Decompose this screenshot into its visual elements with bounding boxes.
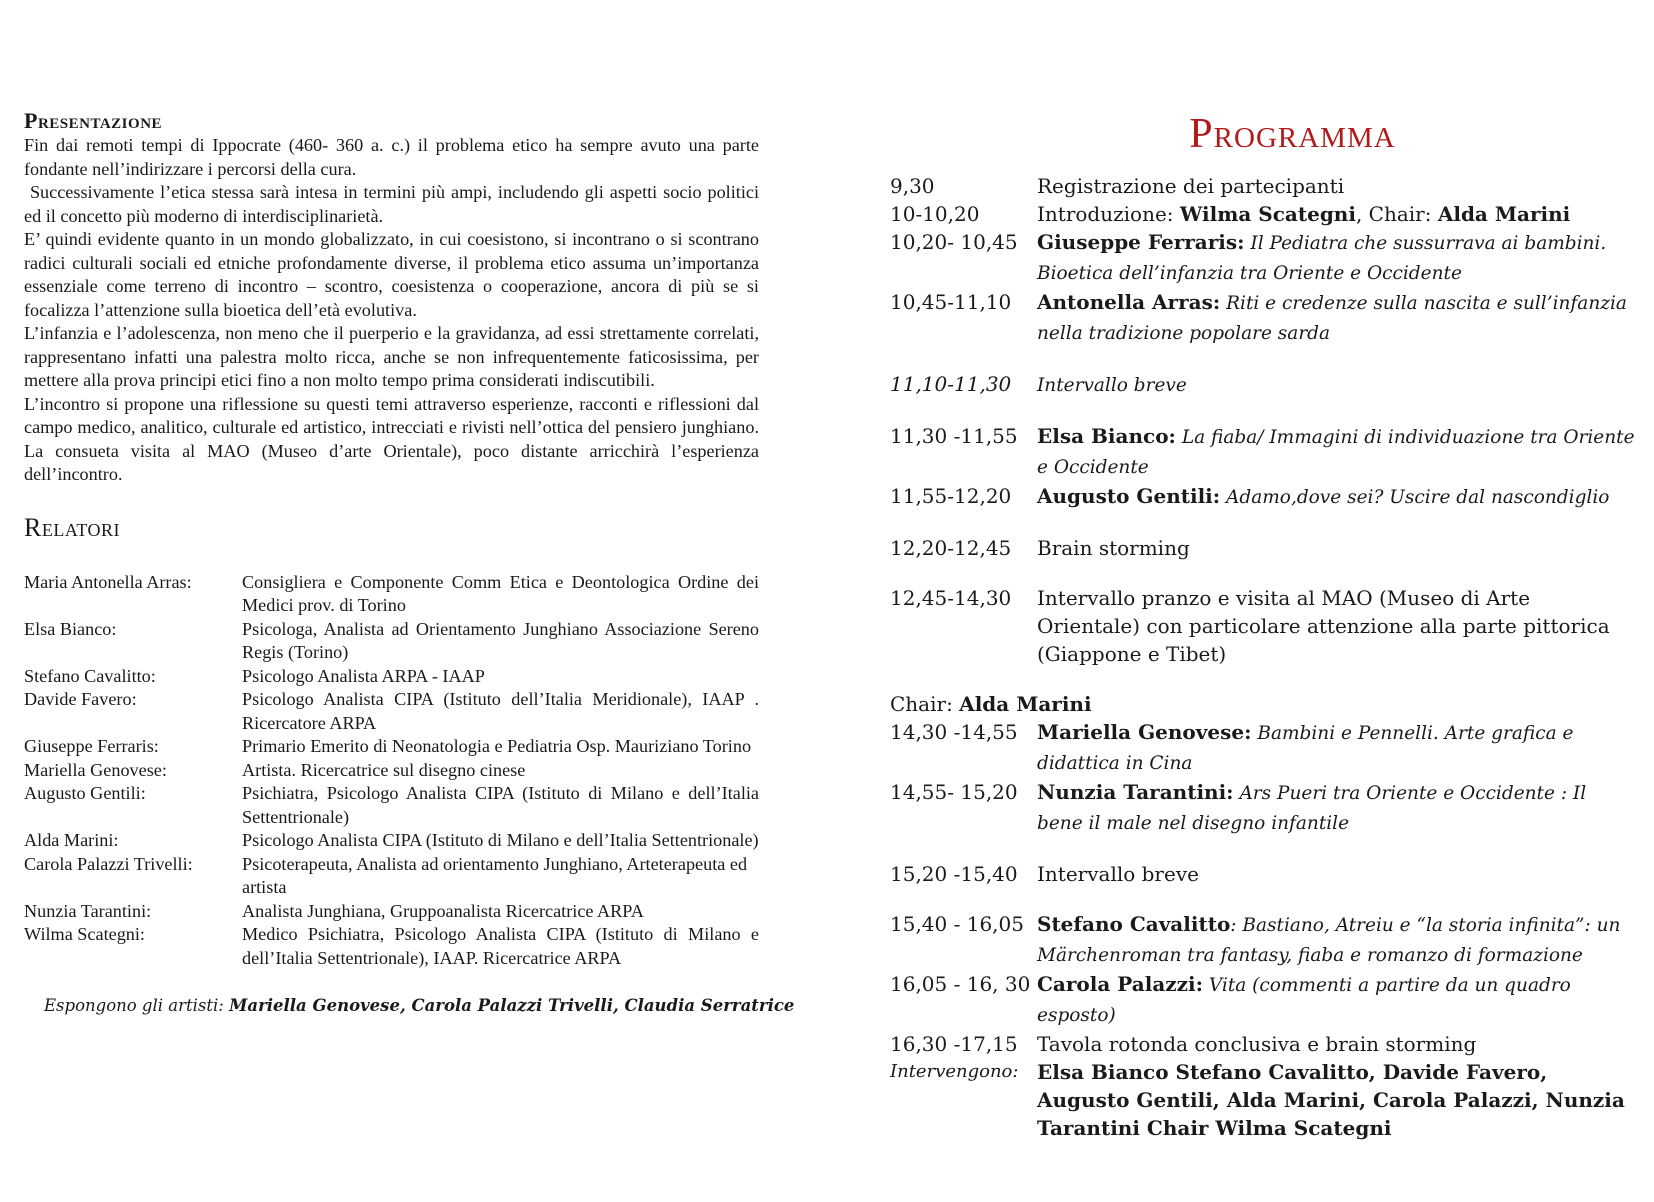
relatore-row — [24, 900, 759, 924]
program-desc: Tavola rotonda conclusiva e brain storming — [1037, 1032, 1477, 1056]
program-time: 12,20-12,45 — [890, 536, 1012, 560]
talk-title: Il Pediatra che sussurrava ai bambini. Bioetica dell’infanzia tra Oriente e Occidente — [1037, 233, 1607, 284]
relatore-role: Psicoterapeuta, Analista ad orientamento Junghiano, Arteterapeuta ed artista — [242, 853, 748, 897]
program-desc — [1037, 422, 1635, 482]
speaker-name: Elsa Bianco: — [1037, 424, 1176, 448]
presentazione-paragraph: L’incontro si propone una riflessione su questi temi attraverso esperienze, racconti e riflessioni dal campo medico, analitico, culturale ed artistico, intrecciati e rivisti nell’ottica del pensiero junghiano. La consueta visita al MAO (Museo d’arte Orientale), poco distante arricchirà l’esperienza dell’incontro. — [24, 393, 759, 484]
program-time: 10,45-11,10 — [890, 290, 1012, 314]
program-desc — [1037, 910, 1635, 970]
relatore-name: Elsa Bianco: — [24, 618, 117, 639]
artisti-line — [24, 995, 795, 1017]
program-time: 14,30 -14,55 — [890, 720, 1018, 744]
relatore-row — [24, 923, 759, 970]
program-desc — [1037, 228, 1635, 288]
program-row — [890, 778, 1635, 838]
spacer — [890, 838, 1635, 860]
talk-title: La fiaba/ Immagini di individuazione tra Oriente e Occidente — [1037, 427, 1635, 478]
program-row — [890, 1030, 1635, 1058]
program-time: 11,55-12,20 — [890, 484, 1012, 508]
speaker-name: Mariella Genovese: — [1037, 720, 1252, 744]
speaker-name: Nunzia Tarantini: — [1037, 780, 1234, 804]
relatore-role: Psicologo Analista ARPA - IAAP — [242, 665, 485, 686]
left-column — [24, 108, 795, 1017]
chair-label: Chair: — [890, 692, 960, 716]
relatori-table — [24, 571, 759, 971]
speaker-name: Wilma Scategni — [1179, 202, 1356, 226]
relatore-role: Psichiatra, Psicologo Analista CIPA (Istituto di Milano e dell’Italia Settentrionale) — [242, 783, 759, 827]
spacer — [890, 562, 1635, 584]
program-row — [890, 228, 1635, 288]
artisti-label: Espongono gli artisti: — [44, 996, 230, 1015]
relatore-name: Alda Marini: — [24, 830, 119, 850]
program-desc: Intervallo breve — [1037, 862, 1199, 886]
program-desc — [1037, 370, 1635, 400]
talk-title: Adamo,dove sei? Uscire dal nascondiglio — [1220, 487, 1610, 508]
artisti-names: Mariella Genovese, Carola Palazzi Trivelli, Claudia Serratrice — [229, 996, 795, 1015]
presentazione-paragraph: Successivamente l’etica stessa sarà intesa in termini più ampi, includendo gli aspetti socio politici ed il concetto più moderno di interdisciplinarietà. — [24, 182, 764, 226]
relatore-row — [24, 782, 759, 829]
talk-title: Bambini e Pennelli. Arte grafica e didattica in Cina — [1037, 723, 1574, 774]
relatore-name: Wilma Scategni: — [24, 924, 145, 944]
relatore-name: Mariella Genovese: — [24, 759, 167, 780]
speaker-name: Augusto Gentili: — [1037, 484, 1221, 508]
speaker-name: Antonella Arras: — [1037, 290, 1221, 314]
presentazione-text — [24, 134, 764, 487]
program-row — [890, 718, 1635, 778]
speaker-name: Stefano Cavalitto — [1037, 912, 1231, 936]
program-row — [890, 910, 1635, 970]
program-desc — [1037, 482, 1635, 512]
chair-name: Alda Marini — [1437, 202, 1571, 226]
programma-table — [890, 172, 1635, 1142]
relatore-name: Nunzia Tarantini: — [24, 900, 152, 921]
program-desc: Registrazione dei partecipanti — [1037, 174, 1345, 198]
program-time: 10-10,20 — [890, 202, 980, 226]
program-row — [890, 422, 1635, 482]
program-row — [890, 970, 1635, 1030]
program-time: 14,55- 15,20 — [890, 780, 1018, 804]
relatore-row — [24, 571, 759, 618]
presentazione-paragraph: L’infanzia e l’adolescenza, non meno che il puerperio e la gravidanza, ad essi strettamente correlati, rappresentano infatti una palestra molto ricca, anche se non infrequentemente faticosissima, per mettere alla prova principi etici fino a non molto tempo prima considerati indiscutibili. — [24, 323, 759, 390]
spacer — [890, 888, 1635, 910]
spacer — [890, 348, 1635, 370]
chair-line — [890, 690, 1635, 718]
program-time: 16,30 -17,15 — [890, 1032, 1018, 1056]
relatore-name: Augusto Gentili: — [24, 783, 146, 803]
programma-title: Programma — [1189, 111, 1396, 157]
presentazione-paragraph: E’ quindi evidente quanto in un mondo globalizzato, in cui coesistono, si incontrano o si scontrano radici culturali sociali ed etniche profondamente diverse, il problema etico assuma un’importanza essenziale come terreno di incontro – scontro, coesistenza o cooperazione, ancora di più se si focalizza l’attenzione sulla bioetica dell’età evolutiva. — [24, 229, 759, 320]
relatore-role: Psicologo Analista CIPA (Istituto di Milano e dell’Italia Settentrionale) — [242, 830, 759, 850]
break-label: Intervallo breve — [1037, 375, 1187, 396]
right-column — [890, 110, 1635, 1142]
talk-title: : Bastiano, Atreiu e “la storia infinita”: un Märchenroman tra fantasy, fiaba e romanzo di formazione — [1037, 915, 1621, 966]
relatore-row — [24, 853, 759, 900]
relatore-role: Medico Psichiatra, Psicologo Analista CIPA (Istituto di Milano e dell’Italia Settentrionale), IAAP. Ricercatrice ARPA — [242, 924, 759, 968]
relatore-role: Artista. Ricercatrice sul disegno cinese — [242, 759, 526, 780]
program-time: 11,30 -11,55 — [890, 424, 1018, 448]
relatore-row — [24, 735, 759, 759]
relatore-name: Giuseppe Ferraris: — [24, 736, 159, 756]
presentazione-title: Presentazione — [24, 108, 163, 133]
program-time: 15,20 -15,40 — [890, 862, 1018, 886]
relatore-role: Primario Emerito di Neonatologia e Pediatria Osp. Mauriziano Torino — [242, 736, 752, 756]
relatore-name: Stefano Cavalitto: — [24, 665, 156, 686]
program-desc: Intervallo pranzo e visita al MAO (Museo di Arte Orientale) con particolare attenzione alla parte pittorica (Giappone e Tibet) — [1037, 586, 1610, 666]
program-time: 11,10-11,30 — [890, 372, 1012, 396]
presentazione-paragraph: Fin dai remoti tempi di Ippocrate (460- 360 a. c.) il problema etico ha sempre avuto una parte fondante nell’indirizzare i percorsi della cura. — [24, 135, 759, 179]
talk-title: Ars Pueri tra Oriente e Occidente : Il bene il male nel disegno infantile — [1037, 783, 1587, 834]
program-row — [890, 584, 1635, 668]
relatore-name: Maria Antonella Arras: — [24, 571, 192, 592]
relatore-name: Carola Palazzi Trivelli: — [24, 853, 193, 874]
talk-title: Vita (commenti a partire da un quadro esposto) — [1037, 975, 1571, 1026]
program-text: Introduzione: — [1037, 202, 1180, 226]
program-row — [890, 288, 1635, 348]
program-row — [890, 200, 1635, 228]
speakers-list: Elsa Bianco Stefano Cavalitto, Davide Favero, Augusto Gentili, Alda Marini, Carola Palazzi, Nunzia Tarantini Chair Wilma Scategni — [1037, 1060, 1625, 1140]
chair-name: Alda Marini — [959, 692, 1092, 716]
relatore-row — [24, 618, 759, 665]
relatore-role: Psicologa, Analista ad Orientamento Junghiano Associazione Sereno Regis (Torino) — [242, 618, 759, 662]
relatore-row — [24, 688, 759, 735]
spacer — [890, 512, 1635, 534]
program-time: 12,45-14,30 — [890, 586, 1012, 610]
program-time: 16,05 - 16, 30 — [890, 972, 1031, 996]
program-row — [890, 172, 1635, 200]
speaker-name: Giuseppe Ferraris: — [1037, 230, 1245, 254]
program-desc — [1037, 1058, 1635, 1142]
relatore-role: Consigliera e Componente Comm Etica e Deontologica Ordine dei Medici prov. di Torino — [242, 571, 759, 615]
talk-title: Riti e credenze sulla nascita e sull’infanzia nella tradizione popolare sarda — [1037, 293, 1627, 344]
program-time: 15,40 - 16,05 — [890, 912, 1024, 936]
program-desc — [1037, 200, 1635, 228]
program-row — [890, 482, 1635, 512]
chair-row — [890, 690, 1635, 718]
relatore-row — [24, 665, 759, 689]
relatori-title: Relatori — [24, 512, 121, 542]
relatore-name: Davide Favero: — [24, 689, 137, 709]
program-row — [890, 860, 1635, 888]
relatore-role: Analista Junghiana, Gruppoanalista Ricercatrice ARPA — [242, 900, 644, 921]
program-time: 9,30 — [890, 174, 935, 198]
program-time: Intervengono: — [890, 1061, 1019, 1082]
spacer — [890, 400, 1635, 422]
speaker-name: Carola Palazzi: — [1037, 972, 1203, 996]
relatore-row — [24, 829, 759, 853]
relatore-role: Psicologo Analista CIPA (Istituto dell’Italia Meridionale), IAAP . Ricercatore ARPA — [242, 689, 759, 733]
program-desc — [1037, 288, 1635, 348]
program-time: 10,20- 10,45 — [890, 230, 1018, 254]
spacer — [890, 668, 1635, 690]
program-desc: Brain storming — [1037, 536, 1190, 560]
program-text: , Chair: — [1355, 202, 1438, 226]
program-row — [890, 370, 1635, 400]
program-desc — [1037, 718, 1635, 778]
program-desc — [1037, 970, 1635, 1030]
relatore-row — [24, 759, 759, 783]
program-row — [890, 534, 1635, 562]
program-desc — [1037, 778, 1635, 838]
program-row — [890, 1058, 1635, 1142]
